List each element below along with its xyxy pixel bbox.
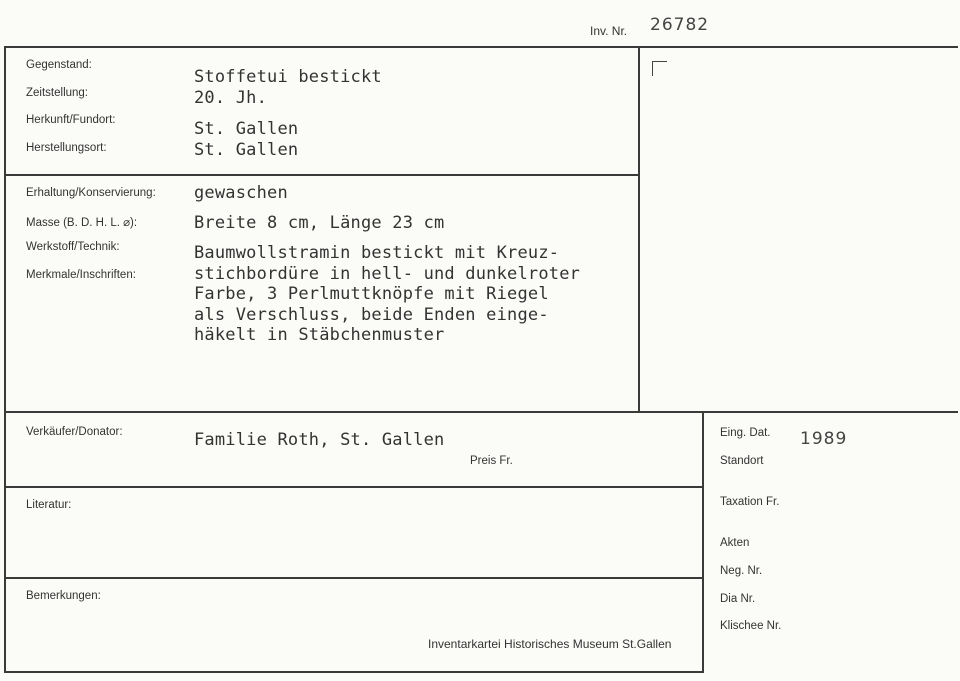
standort-label: Standort [720, 455, 764, 467]
rule-literature-bottom [4, 577, 703, 579]
masse-label: Masse (B. D. H. L. ⌀): [26, 217, 138, 229]
neg-label: Neg. Nr. [720, 565, 763, 577]
bemerkungen-label: Bemerkungen: [26, 590, 101, 602]
herstellungsort-value: St. Gallen [194, 140, 299, 160]
erhaltung-label: Erhaltung/Konservierung: [26, 187, 156, 199]
verkaeufer-value: Familie Roth, St. Gallen [194, 430, 445, 450]
verkaeufer-label: Verkäufer/Donator: [26, 426, 123, 438]
zeitstellung-value: 20. Jh. [194, 88, 268, 108]
literatur-label: Literatur: [26, 499, 72, 511]
inv-label: Inv. Nr. [590, 24, 628, 38]
erhaltung-value: gewaschen [194, 183, 288, 203]
eing-dat-label: Eing. Dat. [720, 427, 771, 439]
beschreibung-value: Baumwollstramin bestickt mit Kreuz- stichbordüre in hell- und dunkelroter Farbe, 3 Perlmuttknöpfe mit Riegel als Verschluss, beide Enden einge- häkelt in Stäbchenmuster [194, 243, 581, 345]
gegenstand-value: Stoffetui bestickt [194, 67, 382, 87]
eing-dat-value: 1989 [800, 429, 848, 449]
taxation-label: Taxation Fr. [720, 496, 780, 508]
rule-mid-vertical [638, 46, 640, 412]
rule-details-bottom [4, 411, 958, 413]
werkstoff-label: Werkstoff/Technik: [26, 241, 120, 253]
herstellungsort-label: Herstellungsort: [26, 142, 107, 154]
zeitstellung-label: Zeitstellung: [26, 87, 89, 99]
herkunft-label: Herkunft/Fundort: [26, 114, 116, 126]
herkunft-value: St. Gallen [194, 119, 299, 139]
corner-mark [652, 61, 667, 76]
rule-donor-bottom [4, 486, 703, 488]
akten-label: Akten [720, 537, 750, 549]
rule-object-bottom [4, 174, 639, 176]
inv-number: 26782 [650, 15, 710, 35]
klischee-label: Klischee Nr. [720, 620, 782, 632]
rule-right-vertical [702, 411, 704, 673]
masse-value: Breite 8 cm, Länge 23 cm [194, 213, 445, 233]
dia-label: Dia Nr. [720, 593, 756, 605]
preis-label: Preis Fr. [470, 455, 513, 467]
merkmale-label: Merkmale/Inschriften: [26, 269, 136, 281]
rule-bottom [4, 671, 703, 673]
rule-top [4, 46, 958, 48]
gegenstand-label: Gegenstand: [26, 59, 92, 71]
footer-text: Inventarkartei Historisches Museum St.Gallen [428, 637, 672, 651]
